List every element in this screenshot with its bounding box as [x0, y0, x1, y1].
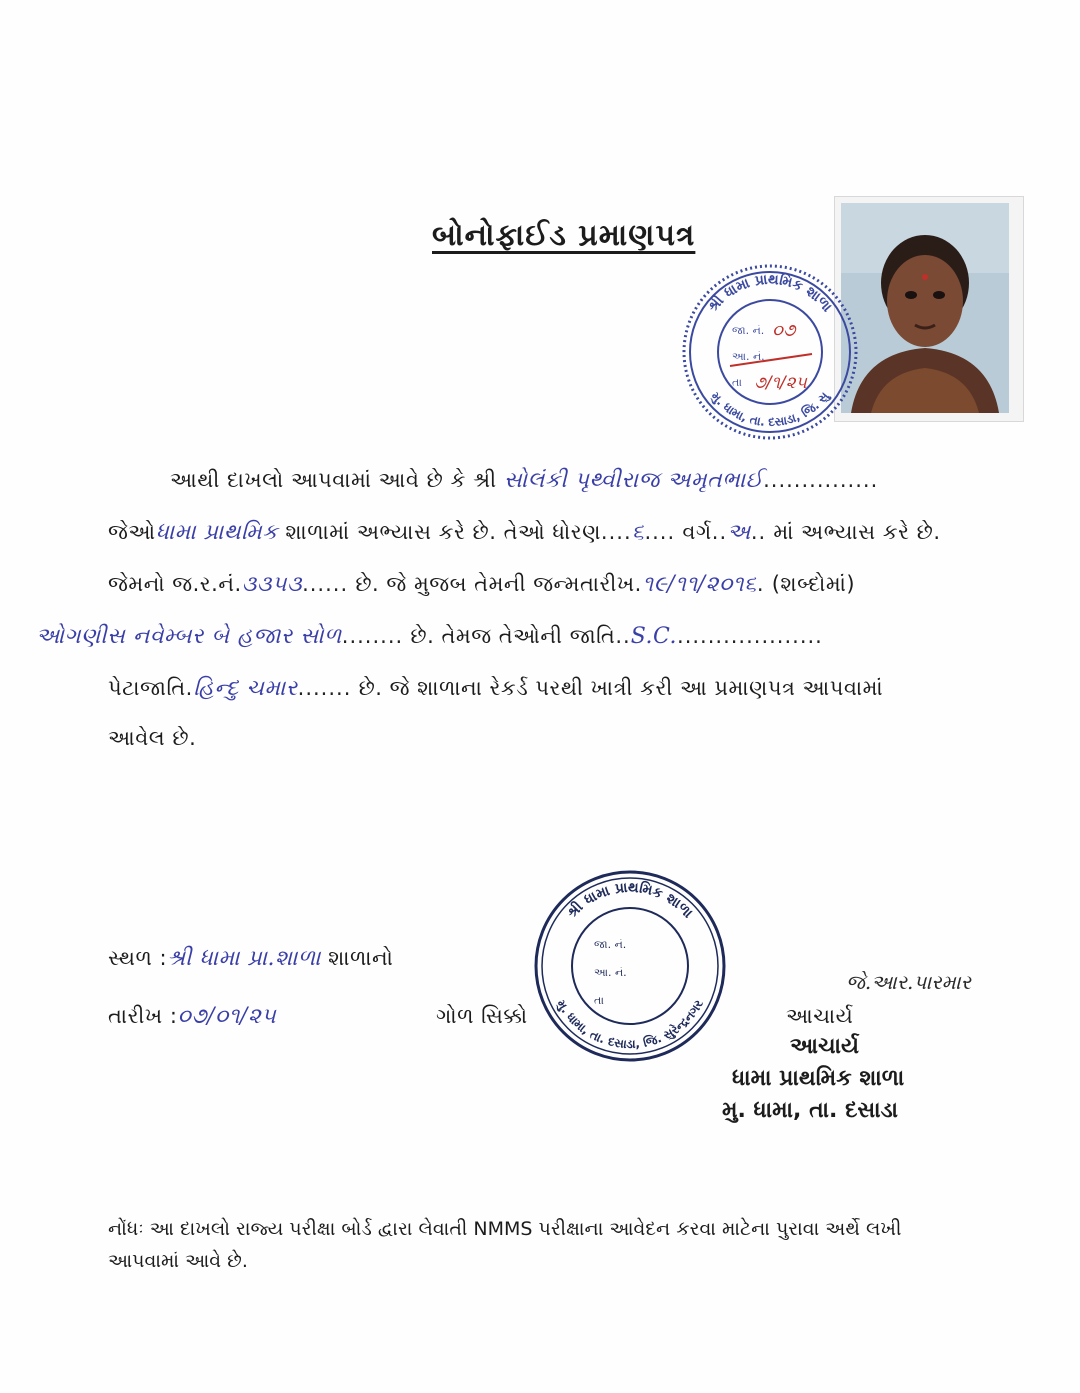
- seal-label: ગોળ સિક્કો: [436, 1004, 528, 1028]
- note-line-2: આપવામાં આવે છે.: [108, 1250, 248, 1272]
- stamp-line-2: ધામા પ્રાથમિક શાળા: [732, 1066, 905, 1091]
- stamp-line-1: આચાર્ય: [790, 1034, 859, 1059]
- seal-bottom-ano-label: આ. નં.: [594, 966, 627, 979]
- seal-top-ta-label: તા: [732, 376, 742, 389]
- seal-top-ring-text: શ્રી ધામા પ્રાથમિક શાળા: [705, 271, 835, 316]
- place-label: સ્થળ :: [108, 946, 168, 970]
- body-line-6: આવેલ છે.: [108, 726, 197, 750]
- seal-bottom-bottom-text: મુ. ધામા, તા. દસાડા, જિ. સુરેન્દ્રનગર: [554, 997, 706, 1052]
- body-line-1: [170, 468, 878, 493]
- body-line-5: પેટાજાતિ.હિન્દુ ચમાર....... છે. જે શાળાના રેકર્ડ પરથી ખાત્રી કરી આ પ્રમાણપત્ર આપવામાં: [108, 676, 884, 701]
- line5-prefix: પેટાજાતિ: [108, 676, 186, 700]
- seal-top-jano-label: જા. નં.: [732, 324, 765, 337]
- birth-date-words: ઓગણીસ નવેમ્બર બે હજાર સોળ: [36, 624, 342, 649]
- body-line-2: જેઓધામા પ્રાથમિક શાળામાં અભ્યાસ કરે છે. તેઓ ધોરણ....૬.... વર્ગ..અ.. માં અભ્યાસ કરે છે.: [108, 520, 941, 545]
- line5-suffix: છે. જે શાળાના રેકર્ડ પરથી ખાત્રી કરી આ પ્રમાણપત્ર આપવામાં: [358, 676, 884, 700]
- line3-suffix: (શબ્દોમાં): [771, 572, 856, 596]
- student-photo-icon: [841, 203, 1009, 413]
- date-value: ૦૭/૦૧/૨૫: [177, 1004, 277, 1029]
- place-value: શ્રી ધામા પ્રા.શાળા: [167, 946, 321, 971]
- line2-mid: શાળામાં અભ્યાસ કરે છે. તેઓ ધોરણ: [285, 520, 601, 544]
- place-row: [108, 946, 393, 971]
- line2-mid2: વર્ગ: [682, 520, 712, 544]
- seal-bottom-ta-label: તા: [594, 994, 604, 1007]
- seal-top-ta-value: ૭/૧/૨૫: [754, 373, 807, 393]
- place-suffix: શાળાનો: [328, 946, 394, 970]
- school-seal-top: [680, 262, 860, 442]
- body-line-4: ઓગણીસ નવેમ્બર બે હજાર સોળ........ છે. તેમજ તેઓની જાતિ..S.C....................: [36, 624, 823, 649]
- body-line-3: જેમનો જ.ર.નં.૩૩૫૩...... છે. જે મુજબ તેમની જન્મતારીખ.૧૯/૧૧/૨૦૧૬. (શબ્દોમાં): [108, 572, 856, 597]
- line3-mid: છે. જે મુજબ તેમની જન્મતારીખ: [355, 572, 635, 596]
- student-photo: [834, 196, 1024, 422]
- dots: ...............: [763, 468, 879, 492]
- principal-signature: જે.આર.પારમાર: [846, 970, 971, 994]
- birth-date: ૧૯/૧૧/૨૦૧૬: [642, 572, 757, 597]
- line1-prefix: આથી દાખલો આપવામાં આવે છે કે શ્રી: [170, 468, 497, 492]
- line3-prefix: જેમનો જ.ર.નં.: [108, 572, 242, 596]
- svg-text:મુ. ધામા, તા. દસાડા, જિ. સુ: [707, 389, 833, 429]
- seal-bottom-ring-text: શ્રી ધામા પ્રાથમિક શાળા: [564, 879, 696, 922]
- school-seal-bottom: [532, 868, 728, 1064]
- stamp-line-3: મુ. ધામા, તા. દસાડા: [722, 1098, 899, 1123]
- seal-top-jano-value: ૦૭: [772, 320, 796, 341]
- line2-prefix: જેઓ: [108, 520, 156, 544]
- certificate-title: બોનોફાઈડ પ્રમાણપત્ર: [432, 218, 696, 253]
- date-label: તારીખ :: [108, 1004, 178, 1028]
- division: અ: [727, 520, 751, 545]
- seal-bottom-jano-label: જા. નં.: [594, 938, 627, 951]
- note-line-1: નોંધઃ આ દાખલો રાજ્ય પરીક્ષા બોર્ડ દ્વારા લેવાતી NMMS પરીક્ષાના આવેદન કરવા માટેના પુરાવા અર્થે લખી: [108, 1218, 902, 1240]
- line2-suffix: માં અભ્યાસ કરે છે.: [773, 520, 941, 544]
- school-filled: ધામા પ્રાથમિક: [155, 520, 279, 545]
- caste: S.C.: [630, 624, 678, 649]
- sub-caste: હિન્દુ ચમાર: [193, 676, 298, 701]
- standard: ૬: [631, 520, 645, 545]
- line4-mid: છે. તેમજ તેઓની જાતિ: [410, 624, 616, 648]
- seal-top-ano-label: આ. નં.: [732, 350, 765, 363]
- student-name: સોલંકી પૃથ્વીરાજ અમૃતભાઈ: [503, 468, 764, 493]
- date-row: [108, 1004, 276, 1029]
- principal-label: આચાર્ય: [786, 1004, 854, 1028]
- seal-top-bottom-text: મુ. ધામા, તા. દસાડા, જિ. સુ: [708, 389, 832, 430]
- gr-number: ૩૩૫૩: [241, 572, 303, 597]
